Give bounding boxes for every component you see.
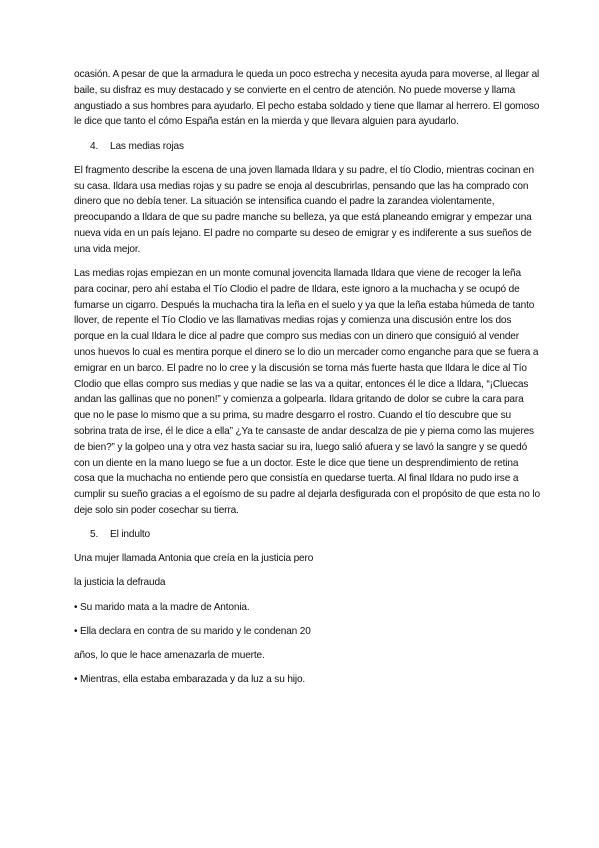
document-page	[74, 67, 540, 696]
text-line: años, lo que le hace amenazarla de muerte.	[74, 650, 265, 662]
paragraph-summary: El fragmento describe la escena de una joven llamada Ildara y su padre, el tío Clodio, mientras cocinan en su casa. Ildara usa medias rojas y su padre se enoja al descubrirlas, pensando que las ha comprado con dinero que no debía tener. La situación se intensifica cuando el padre la zarandea violentamente, preocupando a Ildara de que su padre manche su belleza, ya que está planeando emigrar y empezar una nueva vida en un país lejano. El padre no comparte su deseo de emigrar y es indiferente a sus sueños de una vida mejor.	[74, 164, 534, 255]
bullet-item: • Ella declara en contra de su marido y le condenan 20	[74, 625, 311, 637]
section-heading-el-indulto	[90, 527, 540, 543]
text-line: la justicia la defrauda	[74, 577, 166, 589]
bullet-item: • Su marido mata a la madre de Antonia.	[74, 601, 250, 613]
section-title: Las medias rojas	[110, 140, 184, 152]
section-number: 5.	[90, 529, 99, 541]
text-line: Una mujer llamada Antonia que creía en la justicia pero	[74, 553, 314, 565]
paragraph-story: Las medias rojas empiezan en un monte comunal jovencita llamada Ildara que viene de recoger la leña para cocinar, pero ahí estaba el Tío Clodio el padre de Ildara, este ignoro a la muchacha y se ocupó de fumarse un cigarro. Después la muchacha tira la leña en el suelo y ya que la leña estaba húmeda de tanto llover, de repente el Tío Clodio ve las llamativas medias rojas y comienza una discusión entre los dos porque en la cual Ildara le dice al padre que compro sus medias con un dinero que consiguió al vender unos huevos lo cual es mentira porque el dinero se lo dio un mercader como enganche para que se fuera a emigrar en un barco. El padre no lo cree y la discusión se torna más fuerte hasta que Ildara le dice al Tío Clodio que ellas compro sus medias y que nadie se las va a quitar, entonces él le dice a Ildara, “¡Cluecas andan las gallinas que no ponen!” y comienza a golpearla. Ildara gritando de dolor se cubre la cara para que no le pase lo mismo que a su prima, su madre desgarro el rostro. Cuando el tío descubre que su sobrina trata de irse, él le dice a ella” ¿Ya te cansaste de andar descalza de pie y pierna como las mujeres de bien?” y la golpeo una y otra vez hasta saciar su ira, luego salió afuera y se lavó la sangre y se quedó con un diente en la mano luego se fue a un doctor. Este le dice que tiene un desprendimiento de retina cosa que la muchacha no entiende pero que consistía en quedarse tuerta. Al final Ildara no pudo irse a cumplir su sueño gracias a el egoísmo de su padre al dejarla desfigurada con el propósito de que esta no lo deje solo sin poder cosechar su tierra.	[74, 267, 540, 516]
section-number: 4.	[90, 140, 99, 152]
paragraph-armadura: ocasión. A pesar de que la armadura le queda un poco estrecha y necesita ayuda para moverse, al llegar al baile, su disfraz es muy destacado y se convierte en el centro de atención. No puede moverse y llama angustiado a sus hombres para ayudarlo. El pecho estaba soldado y tiene que llamar al herrero. El gomoso le dice que tanto el cómo España están en la mierda y que llevara alguien para ayudarlo.	[74, 69, 540, 128]
section-heading-medias-rojas	[90, 139, 540, 155]
bullet-item: • Mientras, ella estaba embarazada y da luz a su hijo.	[74, 674, 306, 686]
section-title: El indulto	[110, 529, 151, 541]
